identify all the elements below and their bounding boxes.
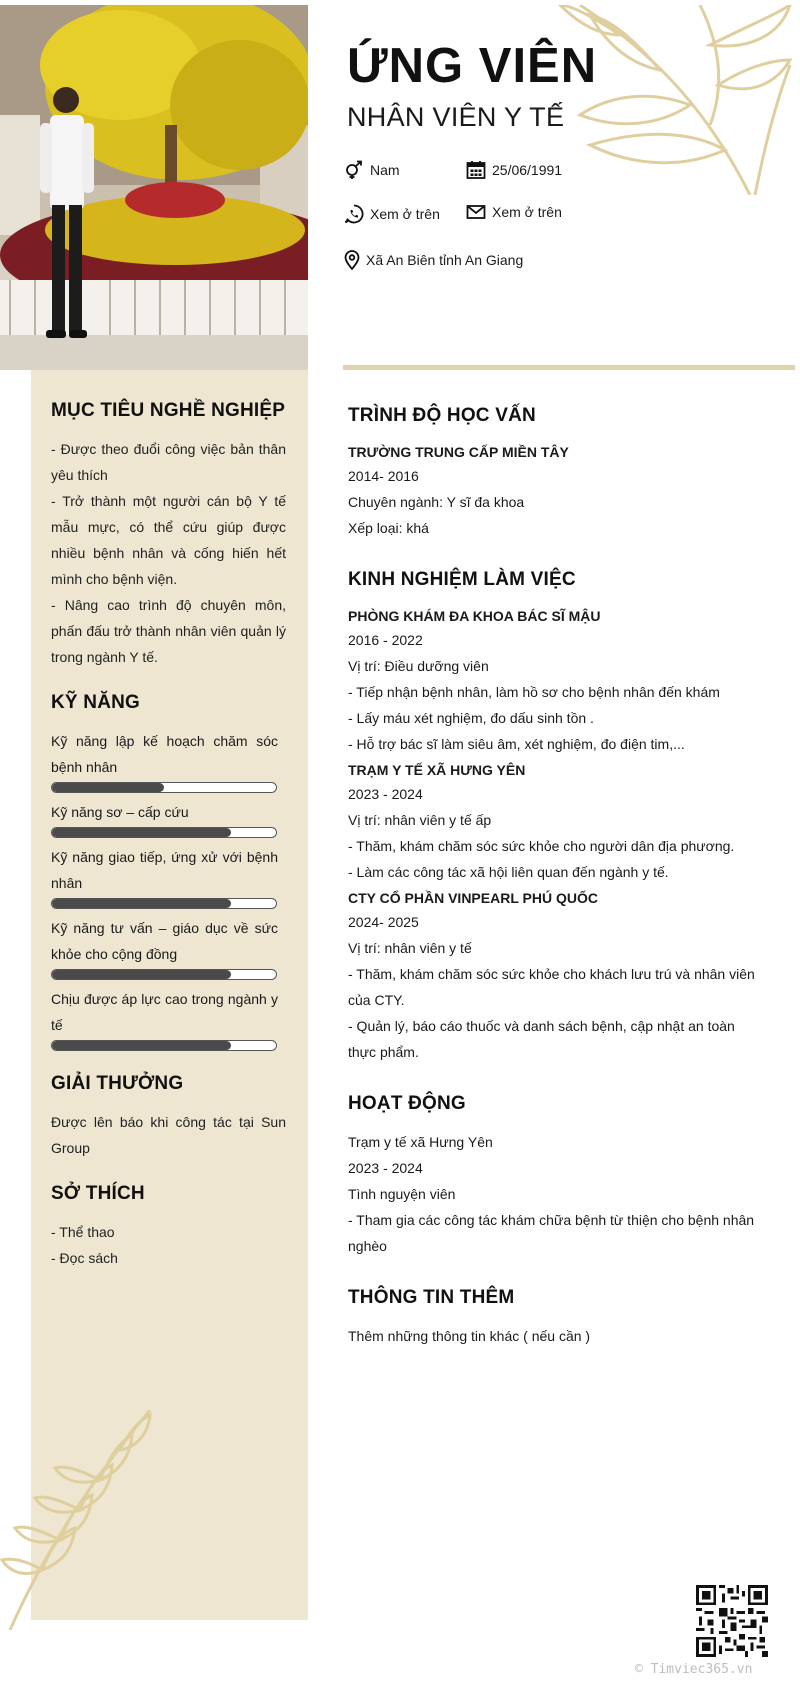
objective-section [51,400,286,670]
objective-line: - Nâng cao trình độ chuyên môn, phấn đấu trở thành nhân viên quản lý trong ngành Y tế. [51,597,286,665]
activity-period: 2023 - 2024 [348,1160,423,1176]
education-title: TRÌNH ĐỘ HỌC VẤN [348,405,536,426]
education-period: 2014- 2016 [348,468,419,484]
hobbies-title: SỞ THÍCH [51,1183,145,1204]
skill-bar [51,898,277,909]
job-period: 2016 - 2022 [348,632,423,648]
candidate-photo [0,5,308,370]
phone-info [344,204,440,224]
activity-desc: - Tham gia các công tác khám chữa bệnh từ thiện cho bệnh nhân nghèo [348,1212,755,1254]
address-text: Xã An Biên tỉnh An Giang [366,252,524,268]
job-org: TRẠM Y TẾ XÃ HƯNG YÊN [348,762,526,778]
skill-bar-fill [52,970,231,979]
activities-section [348,1093,763,1259]
skill-bar [51,1040,277,1051]
skill-item [51,728,286,793]
skill-bar-fill [52,1041,231,1050]
job-period: 2023 - 2024 [348,786,423,802]
skill-bar-fill [52,899,231,908]
education-grade: Xếp loại: khá [348,520,429,536]
skills-section [51,692,286,1051]
calendar-icon [466,160,486,180]
birthday-info [466,160,562,180]
job-task: - Thăm, khám chăm sóc sức khỏe cho người dân địa phương. [348,838,735,854]
awards-section [51,1073,286,1161]
experience-section [348,569,763,1065]
skill-item [51,986,286,1051]
job-position: Vị trí: Điều dưỡng viên [348,658,489,674]
extra-info-title: THÔNG TIN THÊM [348,1287,515,1308]
skill-name: Chịu được áp lực cao trong ngành y tế [51,991,278,1033]
skills-title: KỸ NĂNG [51,692,141,713]
job-task: - Quản lý, báo cáo thuốc và danh sách bệnh, cập nhật an toàn thực phẩm. [348,1018,735,1060]
phone-text: Xem ở trên [370,206,440,222]
skill-bar-fill [52,783,164,792]
location-pin-icon [344,250,360,270]
education-section [348,405,763,541]
skill-bar [51,969,277,980]
job-task: - Thăm, khám chăm sóc sức khỏe cho khách lưu trú và nhân viên của CTY. [348,966,755,1008]
skill-bar [51,782,277,793]
school-name: TRƯỜNG TRUNG CẤP MIỀN TÂY [348,444,569,460]
awards-title: GIẢI THƯỞNG [51,1073,184,1094]
job-position: Vị trí: nhân viên y tế [348,940,472,956]
skill-name: Kỹ năng lập kế hoạch chăm sóc bệnh nhân [51,733,278,775]
hobby-item: - Thể thao [51,1224,115,1240]
job-task: - Làm các công tác xã hội liên quan đến ngành y tế. [348,864,669,880]
job-item [348,759,763,885]
activity-org: Trạm y tế xã Hưng Yên [348,1134,493,1150]
leaf-decoration-icon [550,5,795,195]
hobbies-section [51,1183,286,1271]
candidate-name: ỨNG VIÊN [347,39,598,93]
gender-icon [344,160,364,180]
job-item [348,605,763,757]
skill-item [51,844,286,909]
envelope-icon [466,202,486,222]
objective-title: MỤC TIÊU NGHỀ NGHIỆP [51,400,286,421]
job-org: PHÒNG KHÁM ĐA KHOA BÁC SĨ MẬU [348,608,601,624]
gender-info [344,160,400,180]
leaf-decoration-icon [0,1410,170,1630]
extra-info-section [348,1287,763,1349]
footer-watermark: © Timviec365.vn [635,1662,753,1677]
whatsapp-icon [344,204,364,224]
skill-item [51,799,286,838]
skill-name: Kỹ năng giao tiếp, ứng xử với bệnh nhân [51,849,278,891]
sidebar-content [51,400,286,1293]
experience-title: KINH NGHIỆM LÀM VIỆC [348,569,576,590]
awards-text: Được lên báo khi công tác tại Sun Group [51,1114,286,1156]
skill-name: Kỹ năng tư vấn – giáo dục về sức khỏe cho cộng đồng [51,920,278,962]
job-item [348,887,763,1065]
address-info [344,250,523,270]
objective-line: - Được theo đuổi công việc bản thân yêu thích [51,441,286,483]
header-divider [343,365,795,370]
skill-bar [51,827,277,838]
birthday-text: 25/06/1991 [492,162,563,178]
job-task: - Lấy máu xét nghiệm, đo dấu sinh tồn . [348,710,594,726]
objective-line: - Trở thành một người cán bộ Y tế mẫu mực, có thể cứu giúp được nhiều bệnh nhân và cống hiến hết mình cho bệnh viện. [51,493,286,587]
extra-info-text: Thêm những thông tin khác ( nếu cần ) [348,1328,591,1344]
hobby-item: - Đọc sách [51,1250,118,1266]
qr-code-icon [696,1585,768,1657]
job-org: CTY CỔ PHẦN VINPEARL PHÚ QUỐC [348,890,598,906]
job-task: - Tiếp nhận bệnh nhân, làm hồ sơ cho bệnh nhân đến khám [348,684,720,700]
email-info [466,202,562,222]
activities-title: HOẠT ĐỘNG [348,1093,466,1114]
skill-name: Kỹ năng sơ – cấp cứu [51,804,189,820]
gender-text: Nam [370,162,400,178]
skill-item [51,915,286,980]
main-content [348,405,763,1377]
activity-role: Tình nguyện viên [348,1186,456,1202]
job-period: 2024- 2025 [348,914,419,930]
job-position: Vị trí: nhân viên y tế ấp [348,812,492,828]
email-text: Xem ở trên [492,204,562,220]
candidate-role: NHÂN VIÊN Y TẾ [347,102,565,132]
education-major: Chuyên ngành: Y sĩ đa khoa [348,494,525,510]
skill-bar-fill [52,828,231,837]
job-task: - Hỗ trợ bác sĩ làm siêu âm, xét nghiệm, đo điện tim,... [348,736,685,752]
